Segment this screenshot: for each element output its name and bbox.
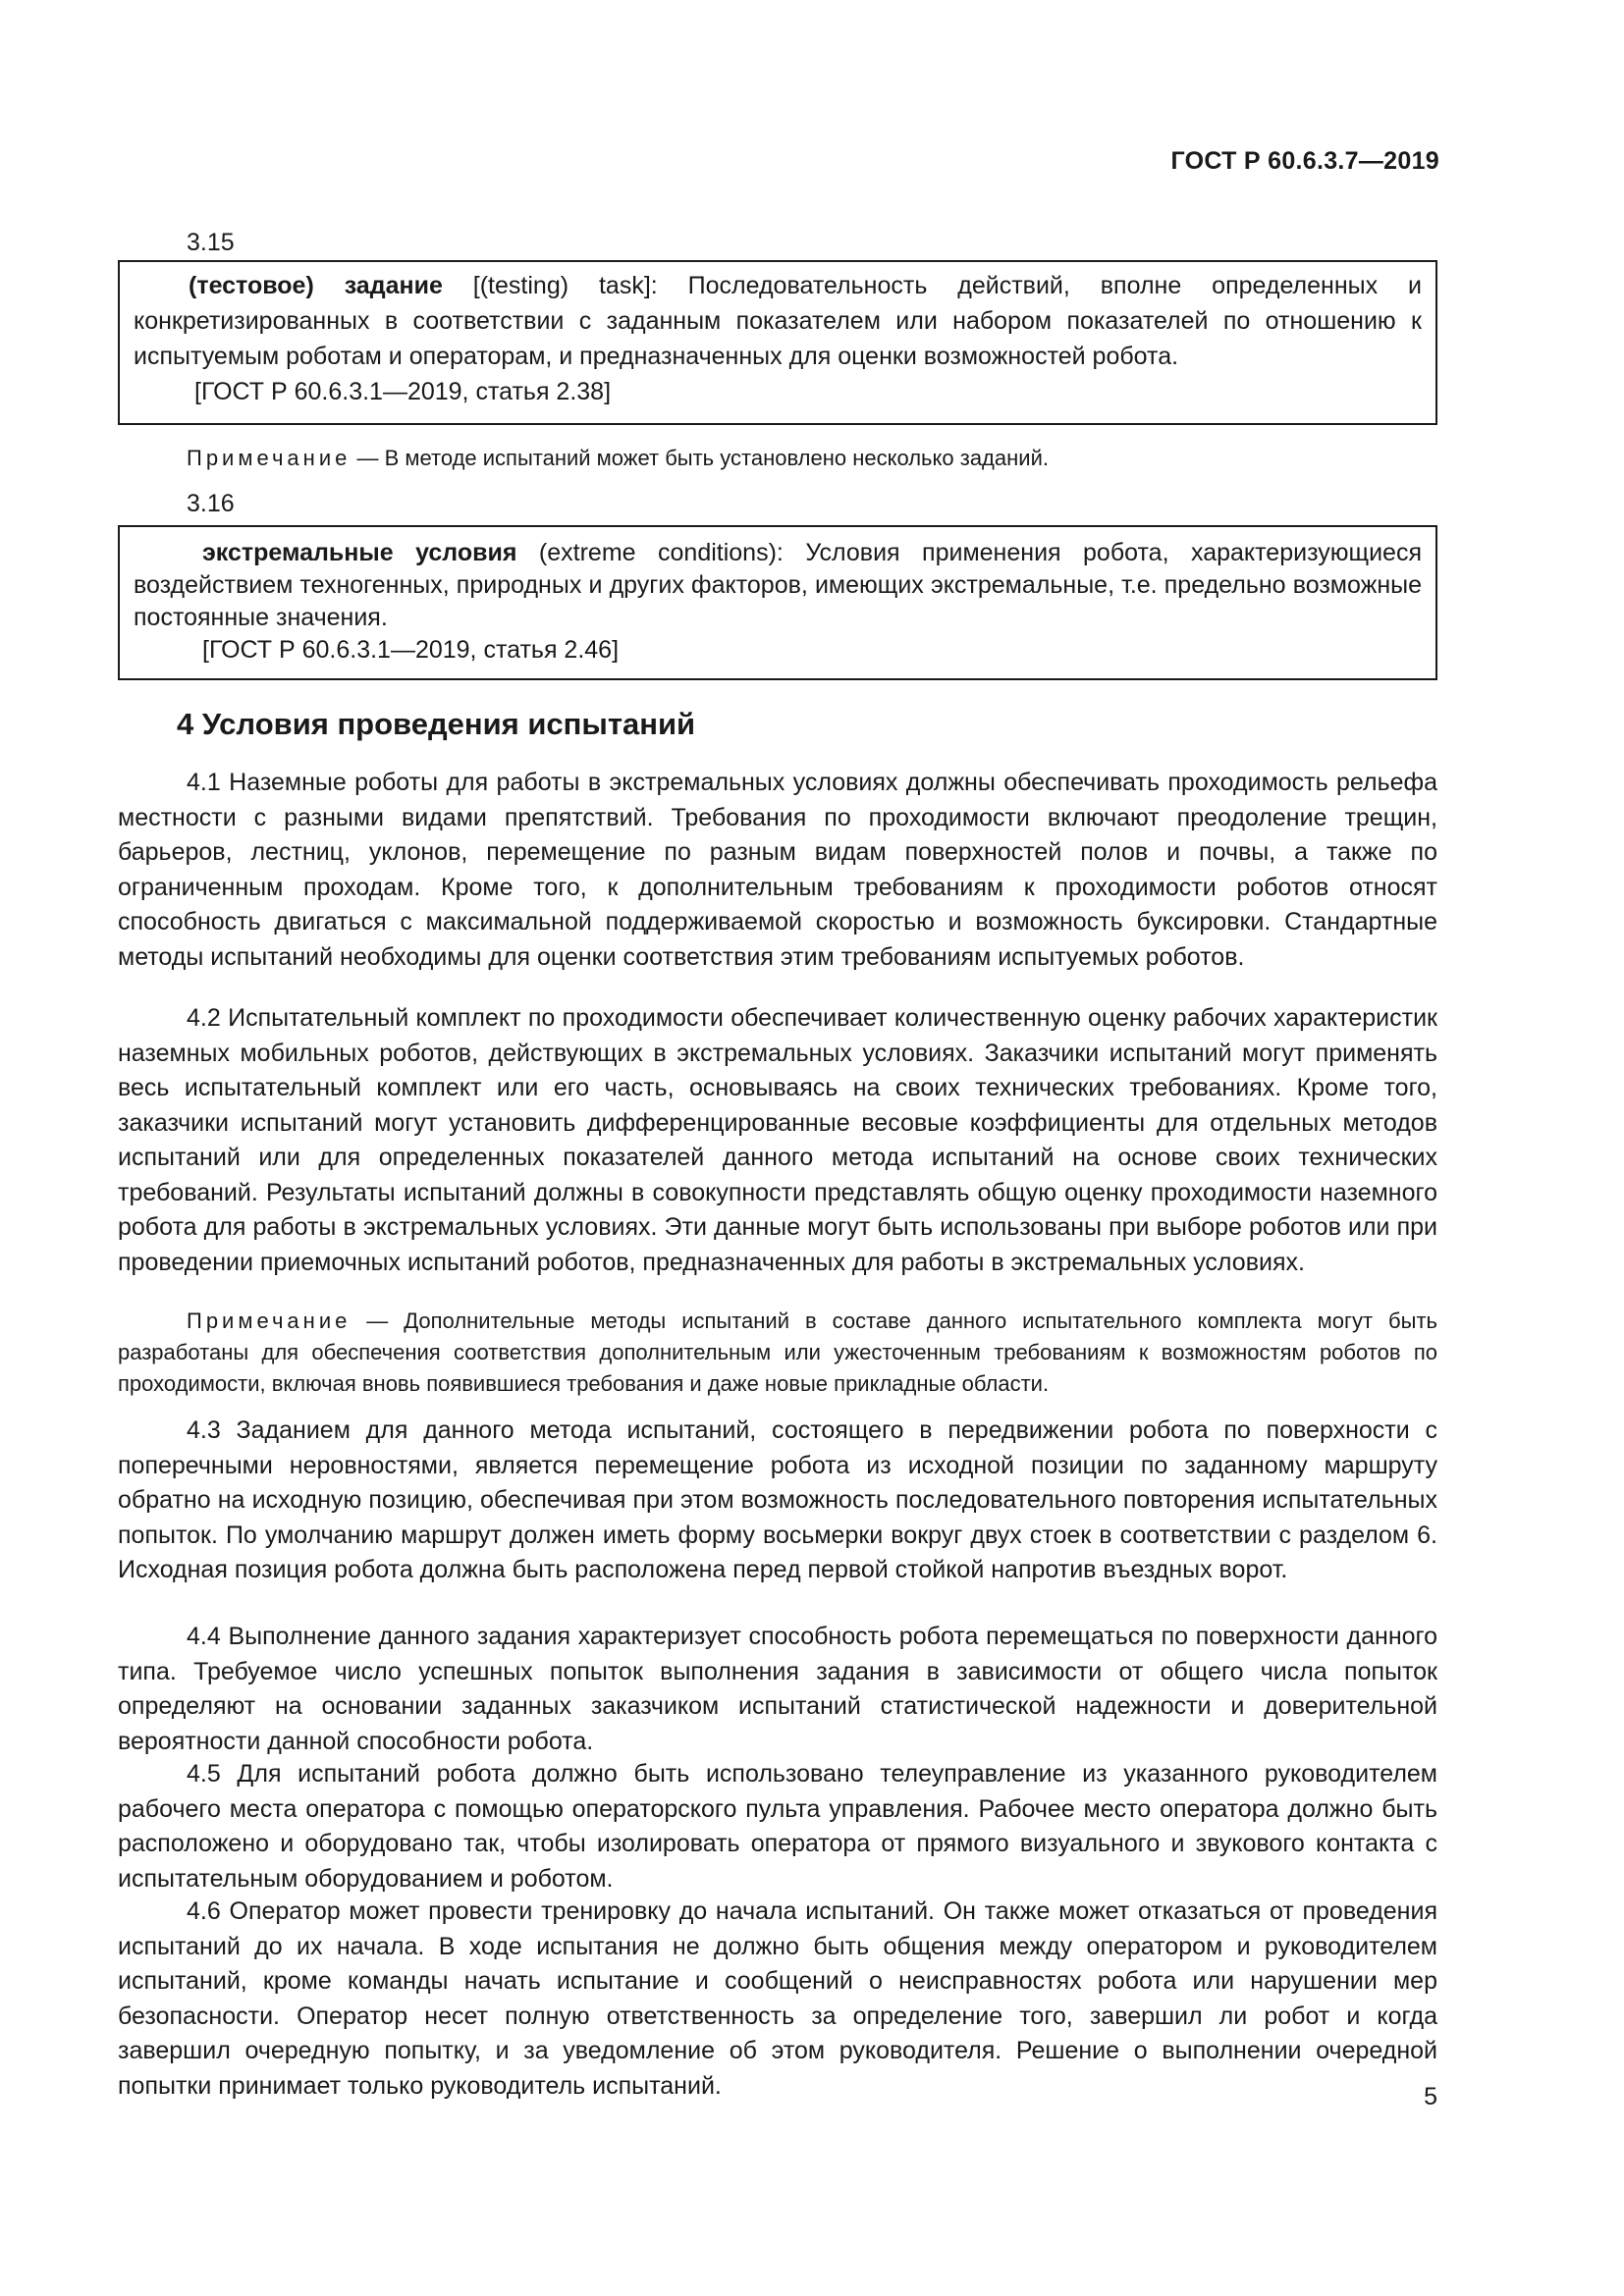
page-number: 5 [1424, 2083, 1437, 2110]
term-number-3-15: 3.15 [187, 229, 235, 256]
term-title-3-15: (тестовое) задание [189, 272, 443, 299]
note-2-text: — Дополнительные методы испытаний в составе данного испытательного комплекта могут быть разработаны для обеспечения соответствия дополнительным или ужесточенным требованиям к возможностям роботов по проходимости, включая вновь появившиеся требования и даже новые прикладные области. [118, 1308, 1437, 1396]
note-1-text: — В методе испытаний может быть установлено несколько заданий. [351, 446, 1049, 470]
term-definition-3-16 [134, 537, 1422, 634]
note-2-label: Примечание [187, 1308, 352, 1333]
document-header: ГОСТ Р 60.6.3.7—2019 [1170, 147, 1439, 175]
term-definition-3-15 [134, 268, 1422, 374]
paragraph-4-1: 4.1 Наземные роботы для работы в экстремальных условиях должны обеспечивать проходимость рельефа местности с разными видами препятствий. Требования по проходимости включают преодоление трещин, барьеров, лестниц, уклонов, перемещение по разным видам поверхностей полов и почвы, а также по ограниченным проходам. Кроме того, к дополнительным требованиям к проходимости роботов относят способность двигаться с максимальной поддерживаемой скоростью и возможность буксировки. Стандартные методы испытаний необходимы для оценки соответствия этим требованиям испытуемых роботов. [118, 769, 1437, 971]
term-title-3-16: экстремальные условия [202, 539, 517, 566]
term-text-3-15: [(testing) task]: Последовательность действий, вполне определенных и конкретизированных в соответствии с заданным показателем или набором показателей по отношению к испытуемым роботам и операторам, и предназначенных для оценки возможностей робота. [134, 272, 1422, 370]
note-1 [118, 443, 1437, 474]
note-2 [118, 1306, 1437, 1400]
paragraph-4-5: 4.5 Для испытаний робота должно быть использовано телеуправление из указанного руководителем рабочего места оператора с помощью операторского пульта управления. Рабочее место оператора должно быть расположено и оборудовано так, чтобы изолировать оператора от прямого визуального и звукового контакта с испытательным оборудованием и роботом. [118, 1760, 1437, 1893]
term-number-3-16: 3.16 [187, 490, 235, 517]
paragraph-4-6: 4.6 Оператор может провести тренировку до начала испытаний. Он также может отказаться от проведения испытаний до их начала. В ходе испытания не должно быть общения между оператором и руководителем испытаний, кроме команды начать испытание и сообщений о неисправностях робота или нарушении мер безопасности. Оператор несет полную ответственность за определение того, завершил ли робот и когда завершил очередную попытку, и за уведомление об этом руководителя. Решение о выполнении очередной попытки принимает только руководитель испытаний. [118, 1897, 1437, 2100]
paragraph-4-2: 4.2 Испытательный комплект по проходимости обеспечивает количественную оценку рабочих характеристик наземных мобильных роботов, действующих в экстремальных условиях. Заказчики испытаний могут применять весь испытательный комплект или его часть, основываясь на своих технических требованиях. Кроме того, заказчики испытаний могут установить дифференцированные весовые коэффициенты для отдельных методов испытаний или для определенных показателей данного метода испытаний на основе своих технических требований. Результаты испытаний должны в совокупности представлять общую оценку проходимости наземного робота для работы в экстремальных условиях. Эти данные могут быть использованы при выборе роботов или при проведении приемочных испытаний роботов, предназначенных для работы в экстремальных условиях. [118, 1004, 1437, 1276]
term-source-3-15: [ГОСТ Р 60.6.3.1—2019, статья 2.38] [194, 378, 612, 405]
term-text-3-16: (extreme conditions): Условия применения робота, характеризующиеся воздействием техногенных, природных и других факторов, имеющих экстремальные, т.е. предельно возможные постоянные значения. [134, 539, 1422, 631]
note-1-label: Примечание [187, 446, 352, 470]
section-4-heading: 4 Условия проведения испытаний [177, 707, 696, 741]
term-box-3-15 [118, 260, 1437, 425]
paragraph-4-3: 4.3 Заданием для данного метода испытаний, состоящего в передвижении робота по поверхности с поперечными неровностями, является перемещение робота из исходной позиции по заданному маршруту обратно на исходную позицию, обеспечивая при этом возможность последовательного повторения испытательных попыток. По умолчанию маршрут должен иметь форму восьмерки вокруг двух стоек в соответствии с разделом 6. Исходная позиция робота должна быть расположена перед первой стойкой напротив въездных ворот. [118, 1416, 1437, 1583]
paragraph-4-4: 4.4 Выполнение данного задания характеризует способность робота перемещаться по поверхности данного типа. Требуемое число успешных попыток выполнения задания в зависимости от общего числа попыток определяют на основании заданных заказчиком испытаний статистической надежности и доверительной вероятности данной способности робота. [118, 1623, 1437, 1755]
term-source-3-16: [ГОСТ Р 60.6.3.1—2019, статья 2.46] [202, 636, 620, 664]
term-box-3-16 [118, 525, 1437, 680]
